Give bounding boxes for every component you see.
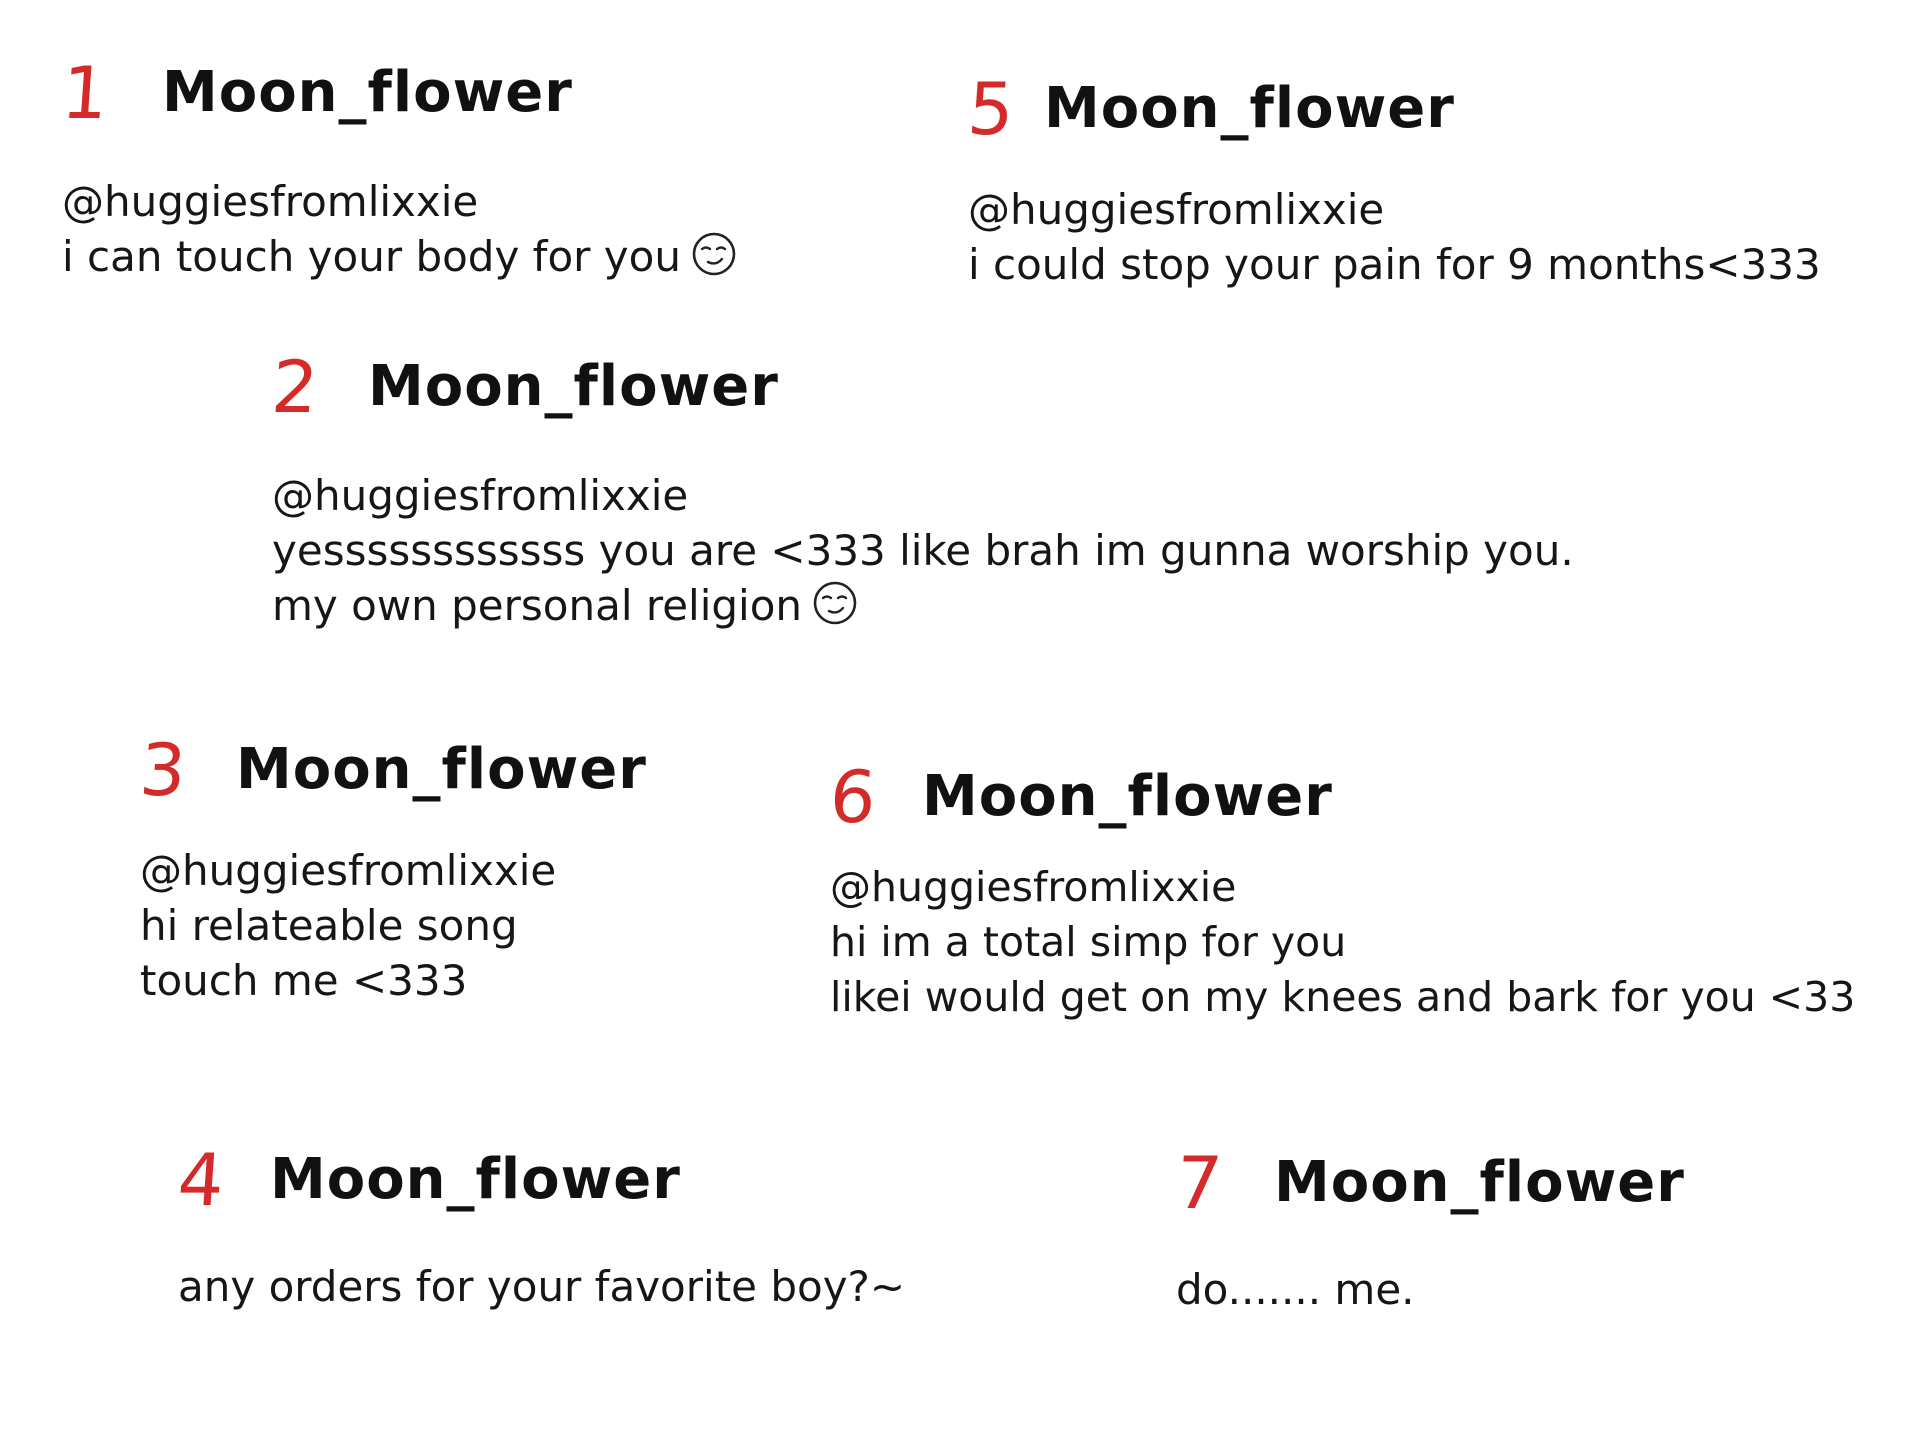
post-body bbox=[830, 860, 1855, 1025]
post-text-line: i could stop your pain for 9 months<333 bbox=[968, 240, 1821, 289]
username: Moon_flower bbox=[368, 354, 779, 419]
post-number: 3 bbox=[137, 728, 189, 812]
post-text-line: likei would get on my knees and bark for you <33 bbox=[830, 973, 1856, 1021]
post-number: 1 bbox=[59, 51, 111, 135]
username: Moon_flower bbox=[270, 1147, 681, 1212]
mention: @huggiesfromlixxie bbox=[830, 863, 1237, 911]
username: Moon_flower bbox=[162, 60, 573, 125]
post-2 bbox=[269, 342, 1574, 639]
post-header bbox=[965, 64, 1821, 154]
post-number: 5 bbox=[965, 67, 1017, 151]
post-4 bbox=[175, 1135, 906, 1314]
post-text-line: any orders for your favorite boy?~ bbox=[178, 1262, 906, 1311]
smirk-face-icon bbox=[691, 231, 737, 290]
post-text-line: do....... me. bbox=[1176, 1265, 1415, 1314]
post-header bbox=[827, 752, 1855, 842]
username: Moon_flower bbox=[1044, 76, 1455, 141]
mention: @huggiesfromlixxie bbox=[140, 846, 557, 895]
post-5 bbox=[965, 64, 1821, 292]
post-body bbox=[62, 174, 737, 290]
post-3 bbox=[137, 725, 647, 1008]
post-body bbox=[140, 843, 556, 1008]
post-number: 7 bbox=[1173, 1141, 1225, 1225]
post-text-line: yessssssssssss you are <333 like brah im gunna worship you. bbox=[272, 526, 1574, 575]
post-header bbox=[1173, 1138, 1685, 1228]
post-header bbox=[137, 725, 647, 815]
post-body bbox=[272, 468, 1574, 639]
post-body bbox=[1176, 1262, 1415, 1317]
post-body bbox=[968, 182, 1821, 292]
post-1 bbox=[59, 48, 737, 290]
post-number: 4 bbox=[175, 1138, 227, 1222]
post-number: 2 bbox=[269, 345, 321, 429]
mention: @huggiesfromlixxie bbox=[968, 185, 1385, 234]
post-text-line: my own personal religion bbox=[272, 578, 1574, 639]
post-number: 6 bbox=[827, 755, 879, 839]
post-7 bbox=[1173, 1138, 1685, 1317]
post-header bbox=[269, 342, 1574, 432]
post-body bbox=[178, 1259, 905, 1314]
post-text-line: touch me <333 bbox=[140, 956, 468, 1005]
post-header bbox=[175, 1135, 905, 1225]
post-6 bbox=[827, 752, 1856, 1025]
mention: @huggiesfromlixxie bbox=[272, 471, 689, 520]
post-text-line: hi im a total simp for you bbox=[830, 918, 1347, 966]
username: Moon_flower bbox=[1274, 1150, 1685, 1215]
username: Moon_flower bbox=[236, 737, 647, 802]
post-text-line: i can touch your body for you bbox=[62, 229, 737, 290]
post-text-line: hi relateable song bbox=[140, 901, 518, 950]
mention: @huggiesfromlixxie bbox=[62, 177, 479, 226]
post-header bbox=[59, 48, 737, 138]
username: Moon_flower bbox=[922, 764, 1333, 829]
smirk-face-icon bbox=[812, 580, 858, 639]
